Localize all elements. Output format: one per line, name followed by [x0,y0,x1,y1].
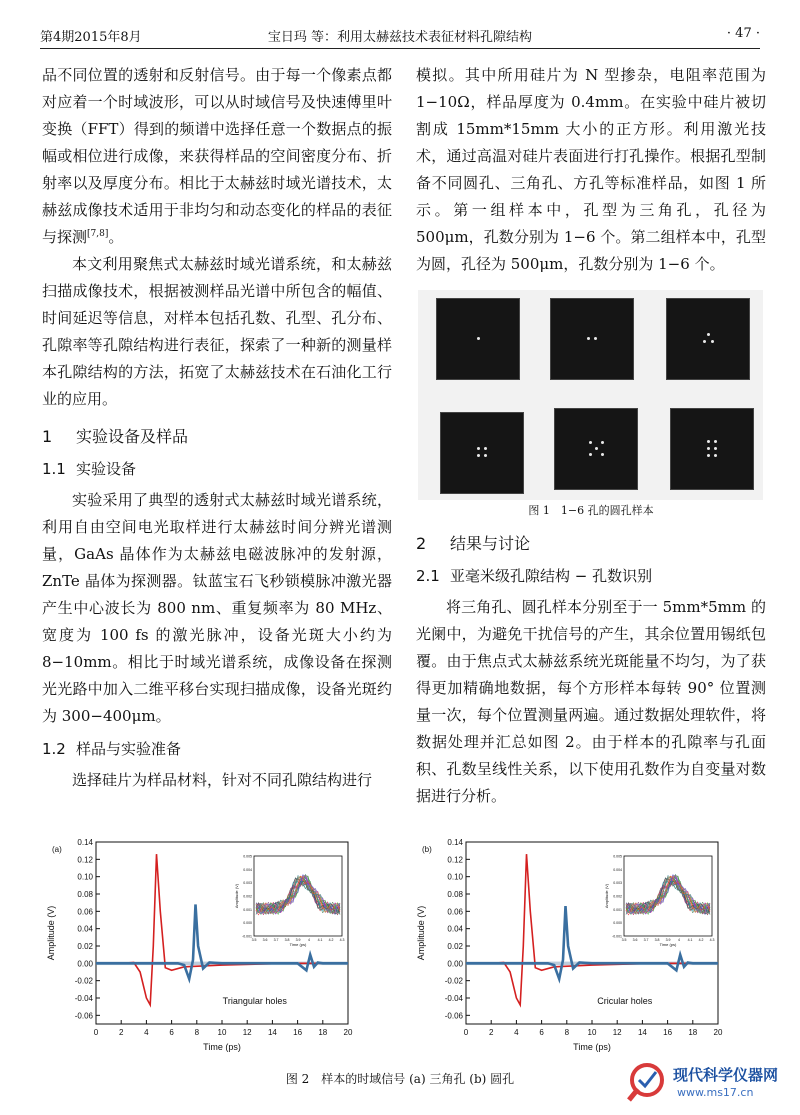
inset-x-tick-label: 4 [678,938,680,942]
section-1-1-heading: 1.1 实验设备 [42,460,137,478]
y-axis-label: Amplitude (V) [416,905,426,961]
x-axis-label: Time (ps) [203,1042,241,1052]
inset-y-tick-label: 0.001 [243,907,252,912]
figure-1-photo [418,290,763,500]
x-tick-label: 20 [713,1028,723,1037]
x-tick-label: 18 [688,1028,698,1037]
inset-y-tick-label: -0.001 [612,934,622,939]
y-tick-label: 0.04 [77,924,93,934]
paragraph-4: 选择硅片为样品材料，针对不同孔隙结构进行 [72,771,373,789]
inset-x-tick-label: 3.9 [665,938,671,942]
sample-3-holes [666,298,750,380]
inset-x-tick-label: 3.5 [621,938,627,942]
inset-y-axis-label: Amplitude (V) [234,883,239,909]
inset-x-tick-label: 3.8 [654,938,660,942]
y-tick-label: 0.14 [77,838,93,847]
sample-6-holes [670,408,754,490]
inset-y-axis-label: Amplitude (V) [604,883,609,909]
inset-x-tick-label: 4.1 [317,938,323,942]
paragraph-6: 将三角孔、圆孔样本分别至于一 5mm*5mm 的光阑中，为避免干扰信号的产生，其余位置用锡纸包覆。由于焦点式太赫兹系统光斑能量不均匀，为了获得更加精确地数据，每个方形样本每转 90° 位置测量一次，每个位置测量两遍。通过数据处理软件，将数据处理并汇总如图 2。由于样本的孔隙率与孔面积、孔数呈线性关系，以下使用孔数作为自变量对数据进行分析。 [416,598,766,805]
inset-x-axis-label: Time (ps) [659,942,677,947]
sample-2-holes [550,298,634,380]
y-tick-label: 0.12 [77,855,93,865]
x-tick-label: 12 [612,1028,622,1037]
inset-x-tick-label: 3.9 [295,938,301,942]
section-2-heading: 2 结果与讨论 [416,534,531,553]
inset-x-tick-label: 3.7 [643,938,649,942]
y-axis-label: Amplitude (V) [46,905,56,961]
sample-1-hole [436,298,520,380]
inset-frame [254,856,342,936]
x-tick-label: 2 [488,1028,494,1037]
x-tick-label: 12 [242,1028,252,1037]
y-tick-label: -0.04 [444,994,463,1003]
x-tick-label: 16 [293,1028,303,1037]
x-tick-label: 0 [93,1028,99,1037]
inset-x-axis-label: Time (ps) [289,942,307,947]
paragraph-5: 模拟。其中所用硅片为 N 型掺杂，电阻率范围为 1−10Ω，样品厚度为 0.4mm。在实验中硅片被切割成 15mm*15mm 大小的正方形。利用激光技术，通过高温对硅片表面进行打孔操作。根据孔型制备不同圆孔、三角孔、方孔等标准样品，如图 1 所示。第一组样本中，孔型为三角孔，孔径为 500μm，孔数分别为 1−6 个。第二组样本中，孔型为圆，孔径为 500μm，孔数分别为 1−6 个。 [416,66,766,273]
x-tick-label: 6 [169,1028,174,1037]
page-number: · 47 · [726,26,760,41]
y-tick-label: -0.06 [444,1011,463,1021]
x-tick-label: 4 [514,1028,519,1037]
figure-1-caption: 图 1 1−6 孔的圆孔样本 [528,504,654,517]
inset-y-tick-label: 0.003 [613,881,622,886]
section-1-2-heading: 1.2 样品与实验准备 [42,740,182,758]
inset-y-tick-label: 0.000 [613,921,622,926]
y-tick-label: 0.12 [447,855,463,865]
y-tick-label: 0.10 [77,872,93,882]
watermark-name: 现代科学仪器网 [673,1066,779,1084]
inset-x-tick-label: 3.8 [284,938,290,942]
inset-y-tick-label: 0.005 [613,854,622,859]
inset-y-tick-label: 0.001 [613,907,622,912]
inset-y-tick-label: 0.002 [243,894,252,899]
y-tick-label: 0.08 [447,890,463,899]
y-tick-label: -0.04 [74,994,93,1003]
x-tick-label: 16 [663,1028,673,1037]
inset-x-tick-label: 4.3 [709,938,715,942]
inset-x-tick-label: 4 [308,938,310,942]
y-tick-label: 0.02 [447,942,463,951]
section-1-heading: 1 实验设备及样品 [42,427,189,446]
x-tick-label: 8 [194,1028,200,1037]
x-tick-label: 2 [118,1028,124,1037]
inset-frame [624,856,712,936]
y-tick-label: 0.10 [447,872,463,882]
figure-2a-chart [40,830,380,1066]
inset-x-tick-label: 4.2 [328,938,334,942]
inset-x-tick-label: 3.6 [262,938,268,942]
inset-x-tick-label: 4.2 [698,938,704,942]
sample-5-holes [554,408,638,490]
chart-svg [40,830,380,1062]
header-rule [40,48,760,49]
section-2-1-heading: 2.1 亚毫米级孔隙结构 − 孔数识别 [416,567,653,585]
x-tick-label: 14 [637,1028,647,1037]
paragraph-2: 本文利用聚焦式太赫兹时域光谱系统，和太赫兹扫描成像技术，根据被测样品光谱中所包含的幅值、时间延迟等信息，对样本包括孔数、孔型、孔分布、孔隙率等孔隙结构进行表征，探索了一种新的测量样本孔隙结构的方法，拓宽了太赫兹技术在石油化工行业的应用。 [42,255,392,408]
issue-label: 第4期2015年8月 [40,30,142,45]
y-tick-label: -0.02 [74,976,93,986]
y-tick-label: 0.08 [77,890,93,899]
inset-x-tick-label: 4.1 [687,938,693,942]
inset-y-tick-label: 0.004 [613,867,622,872]
y-tick-label: 0.04 [447,924,463,934]
y-tick-label: 0.06 [447,907,463,917]
x-tick-label: 14 [267,1028,277,1037]
left-column [42,62,392,794]
x-tick-label: 8 [564,1028,570,1037]
running-title: 宝日玛 等：利用太赫兹技术表征材料孔隙结构 [267,30,533,45]
series-annotation: Cricular holes [597,996,653,1007]
x-tick-label: 0 [463,1028,469,1037]
inset-x-tick-label: 3.7 [273,938,279,942]
figure-2-caption: 图 2 样本的时域信号 (a) 三角孔 (b) 圆孔 [285,1072,515,1086]
y-tick-label: 0.00 [447,959,463,969]
y-tick-label: 0.06 [77,907,93,917]
x-tick-label: 4 [144,1028,149,1037]
citation: [7,8] [87,229,109,239]
series-annotation: Triangular holes [222,996,287,1007]
y-tick-label: 0.14 [447,838,463,847]
inset-y-tick-label: -0.001 [242,934,252,939]
x-tick-label: 20 [343,1028,353,1037]
panel-label: (b) [422,845,432,854]
y-tick-label: 0.02 [77,942,93,951]
chart-svg [410,830,750,1062]
x-tick-label: 10 [587,1028,597,1037]
inset-x-tick-label: 3.6 [632,938,638,942]
sample-4-holes [440,412,524,494]
x-tick-label: 18 [318,1028,328,1037]
y-tick-label: -0.06 [74,1011,93,1021]
inset-y-tick-label: 0.004 [243,867,252,872]
running-header [40,22,760,44]
paragraph-1: 品不同位置的透射和反射信号。由于每一个像素点都对应着一个时域波形，可以从时域信号及快速傅里叶变换（FFT）得到的频谱中选择任意一个数据点的振幅或相位进行成像，来获得样品的空间密度分布、折射率以及厚度分布。相比于太赫兹时域光谱技术，太赫兹成像技术适用于非均匀和动态变化的样品的表征与探测[7,8]。 [42,66,392,246]
paragraph-3: 实验采用了典型的透射式太赫兹时域光谱系统，利用自由空间电光取样进行太赫兹时间分辨光谱测量，GaAs 晶体作为太赫兹电磁波脉冲的发射源，ZnTe 晶体为探测器。钛蓝宝石飞秒锁模脉冲激光器产生中心波长为 800 nm、重复频率为 80 MHz、宽度为 100 fs 的激光脉冲，设备光斑大小约为 8−10mm。相比于时域光谱系统，成像设备在探测光光路中加入二维平移台实现扫描成像，设备光斑约为 300−400μm。 [42,491,392,725]
inset-x-tick-label: 4.3 [339,938,345,942]
x-tick-label: 6 [539,1028,544,1037]
inset-y-tick-label: 0.003 [243,881,252,886]
panel-label: (a) [52,845,62,854]
inset-x-tick-label: 3.5 [251,938,257,942]
right-column [416,62,766,810]
inset-y-tick-label: 0.000 [243,921,252,926]
y-tick-label: 0.00 [77,959,93,969]
inset-y-tick-label: 0.005 [243,854,252,859]
watermark-url: www.ms17.cn [677,1086,754,1099]
y-tick-label: -0.02 [444,976,463,986]
x-tick-label: 10 [217,1028,227,1037]
inset-y-tick-label: 0.002 [613,894,622,899]
figure-2b-chart [410,830,750,1066]
x-axis-label: Time (ps) [573,1042,611,1052]
watermark-logo [625,1058,795,1108]
magnifier-icon [625,1058,671,1104]
